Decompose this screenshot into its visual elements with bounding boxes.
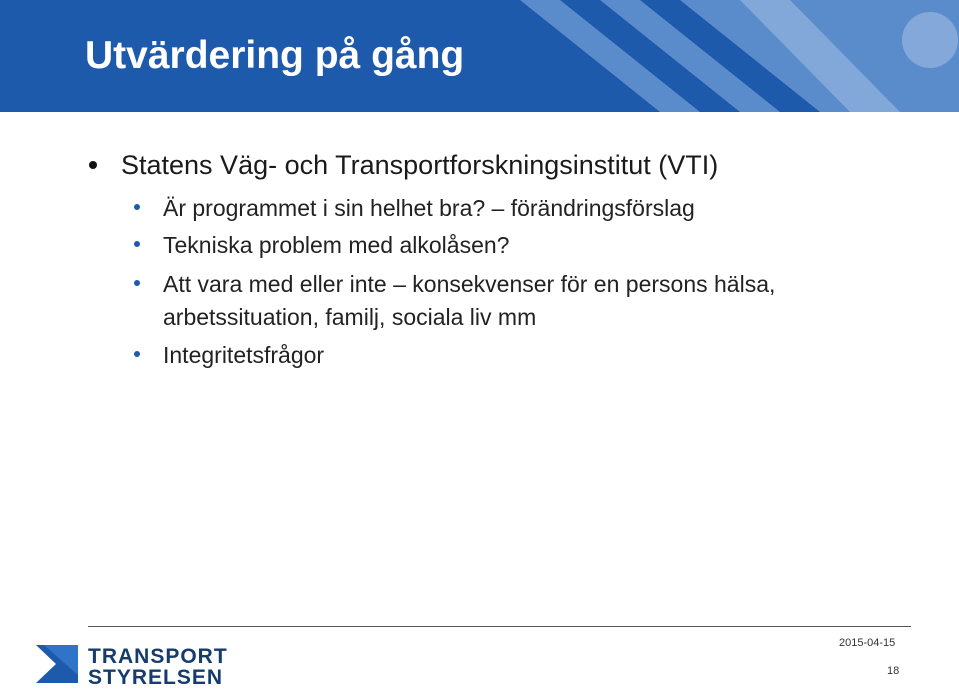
slide-date: 2015-04-15 <box>839 637 896 649</box>
sub-bullet-marker <box>134 280 140 286</box>
sub-bullet-2: Tekniska problem med alkolåsen? <box>163 232 510 258</box>
sub-bullet-marker <box>134 351 140 357</box>
sub-bullet-marker <box>134 241 140 247</box>
logo-wordmark <box>88 646 228 688</box>
footer-divider <box>88 626 911 627</box>
page-number: 18 <box>887 665 900 677</box>
bullet-marker <box>89 161 97 169</box>
sub-bullet-4: Integritetsfrågor <box>163 342 325 368</box>
sub-bullet-3-continued: arbetssituation, familj, sociala liv mm <box>163 304 537 330</box>
sub-bullet-1: Är programmet i sin helhet bra? – förändringsförslag <box>163 195 695 221</box>
logo-line-2: STYRELSEN <box>88 666 224 689</box>
sub-bullet-3: Att vara med eller inte – konsekvenser för en persons hälsa, <box>163 271 776 297</box>
sub-bullet-marker <box>134 204 140 210</box>
slide-title: Utvärdering på gång <box>85 34 465 77</box>
bullet-main: Statens Väg- och Transportforskningsinstitut (VTI) <box>121 150 719 180</box>
transportstyrelsen-logo-icon <box>36 645 78 683</box>
logo-line-1: TRANSPORT <box>88 645 228 668</box>
